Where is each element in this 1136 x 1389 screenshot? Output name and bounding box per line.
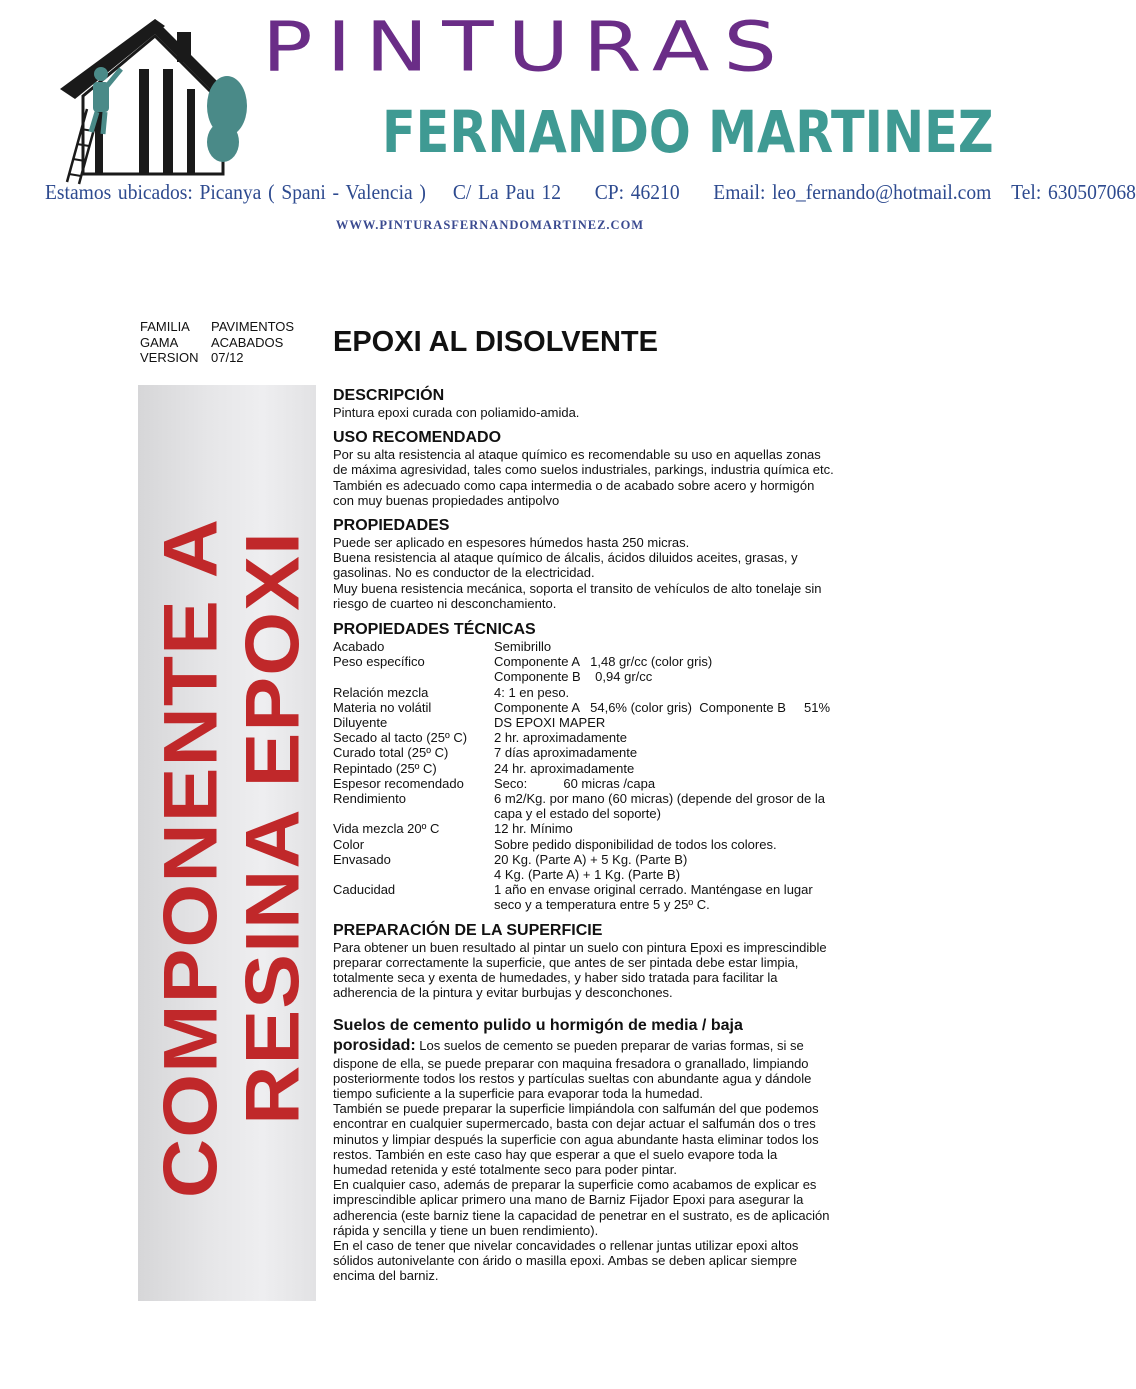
spec-row bbox=[333, 837, 853, 852]
meta-value: PAVIMENTOS bbox=[211, 319, 295, 334]
spec-value: 4: 1 en peso. bbox=[494, 684, 570, 700]
spec-value: 1 año en envase original cerrado. Manténgase en lugar bbox=[494, 882, 813, 898]
spec-value: DS EPOXI MAPER bbox=[494, 715, 606, 731]
spec-row bbox=[333, 867, 853, 882]
spec-key: Diluyente bbox=[333, 715, 388, 731]
spec-value: 24 hr. aproximadamente bbox=[494, 760, 635, 776]
spec-value: 7 días aproximadamente bbox=[494, 745, 638, 761]
meta-row-familia bbox=[140, 319, 294, 335]
section-title-uso: USO RECOMENDADO bbox=[333, 429, 502, 447]
spec-key bbox=[333, 897, 494, 912]
uso-line: También es adecuado como capa intermedia o de acabado sobre acero y hormigón bbox=[333, 477, 815, 493]
uso-line: con muy buenas propiedades antipolvo bbox=[333, 492, 560, 508]
uso-line: de máxima agresividad, tales como suelos industriales, parkings, industria química etc. bbox=[333, 462, 834, 478]
product-sheet-content bbox=[333, 387, 853, 1284]
suelos-line: tiempo suficiente a la superficie para evaporar toda la humedad. bbox=[333, 1085, 703, 1101]
product-title: EPOXI AL DISOLVENTE bbox=[333, 326, 658, 358]
suelos-heading: Suelos de cemento pulido u hormigón de media / baja bbox=[333, 1016, 743, 1034]
section-title-preparacion: PREPARACIÓN DE LA SUPERFICIE bbox=[333, 921, 603, 939]
suelos-line: minutos y limpiar después la superficie con agua abundante hasta eliminar todos los bbox=[333, 1131, 819, 1147]
spec-key bbox=[333, 669, 494, 684]
meta-value: 07/12 bbox=[211, 350, 244, 365]
meta-key: VERSION bbox=[140, 350, 199, 365]
house-painter-logo bbox=[55, 14, 250, 184]
spec-row bbox=[333, 852, 853, 867]
spec-key: Color bbox=[333, 836, 365, 852]
spec-key: Caducidad bbox=[333, 882, 396, 898]
suelos-line: posteriormente todos los restos y partículas sueltas con abundante agua y dándole bbox=[333, 1070, 812, 1086]
spec-row bbox=[333, 685, 853, 700]
suelos-line: dispone de ella, se puede preparar con maquina fresadora o granallado, limpiando bbox=[333, 1055, 809, 1071]
spec-value: Componente B 0,94 gr/cc bbox=[494, 669, 653, 685]
spec-row bbox=[333, 821, 853, 836]
spec-row bbox=[333, 715, 853, 730]
spec-key: Acabado bbox=[333, 639, 385, 655]
side-label-line-1: COMPONENTE A bbox=[148, 517, 234, 1199]
descripcion-line: Pintura epoxi curada con poliamido-amida. bbox=[333, 405, 580, 420]
section-title-tecnicas: PROPIEDADES TÉCNICAS bbox=[333, 621, 536, 639]
suelos-line: En el caso de tener que nivelar concavidades o rellenar juntas utilizar epoxi altos bbox=[333, 1237, 799, 1253]
propiedades-line: Muy buena resistencia mecánica, soporta el transito de vehículos de alto tonelaje sin bbox=[333, 580, 822, 596]
brand-name-pinturas: PINTURAS bbox=[262, 6, 791, 88]
preparacion-line: adherencia de la pintura y evitar burbujas y desconchones. bbox=[333, 985, 673, 1001]
spec-key: Espesor recomendado bbox=[333, 775, 464, 791]
meta-key: GAMA bbox=[140, 334, 179, 350]
uso-line: Por su alta resistencia al ataque químico es recomendable su uso en aquellas zonas bbox=[333, 447, 821, 463]
suelos-line: imprescindible aplicar primero una mano de Barniz Fijador Epoxi para asegurar la bbox=[333, 1192, 804, 1208]
spec-row bbox=[333, 776, 853, 791]
spec-value: seco y a temperatura entre 5 y 25º C. bbox=[494, 897, 710, 913]
propiedades-line: gasolinas. No es conductor de la electricidad. bbox=[333, 565, 595, 581]
suelos-line: restos. También en este caso hay que esperar a que el suelo evapore toda la bbox=[333, 1146, 778, 1162]
brand-name-fernando-martinez: FERNANDO MARTINEZ bbox=[382, 98, 994, 166]
propiedades-line: riesgo de cuarteo ni desconchamiento. bbox=[333, 595, 557, 611]
spec-value: Semibrillo bbox=[494, 639, 552, 655]
spec-value: Seco: 60 micras /capa bbox=[494, 775, 656, 791]
spec-row bbox=[333, 654, 853, 669]
suelos-line: humedad retenida y esté totalmente seco para poder pintar. bbox=[333, 1161, 677, 1177]
spec-row bbox=[333, 730, 853, 745]
meta-row-version bbox=[140, 350, 294, 366]
spec-key: Materia no volátil bbox=[333, 699, 432, 715]
meta-value: ACABADOS bbox=[211, 334, 284, 350]
preparacion-line: preparar correctamente la superficie, que antes de ser pintada debe estar limpia, bbox=[333, 954, 799, 970]
suelos-line: encontrar en cualquier supermercado, basta con dejar actuar el salfumán dos o tres bbox=[333, 1116, 816, 1132]
suelos-line: También se puede preparar la superficie limpiándola con salfumán del que podemos bbox=[333, 1101, 819, 1117]
component-label-sticker bbox=[138, 385, 316, 1301]
suelos-line: En cualquier caso, además de preparar la superficie como acabamos de explicar es bbox=[333, 1177, 817, 1193]
propiedades-line: Buena resistencia al ataque químico de álcalis, ácidos diluidos aceites, grasas, y bbox=[333, 550, 798, 566]
spec-row bbox=[333, 791, 853, 806]
spec-row bbox=[333, 882, 853, 897]
suelos-line: sólidos autonivelante con árido o masilla epoxi. Ambas se deben aplicar siempre bbox=[333, 1253, 797, 1269]
spec-key: Rendimiento bbox=[333, 791, 406, 807]
suelos-first-line bbox=[333, 1036, 853, 1056]
spec-key: Repintado (25º C) bbox=[333, 760, 437, 776]
product-meta-table bbox=[140, 319, 294, 366]
spec-key: Curado total (25º C) bbox=[333, 745, 449, 761]
meta-row-gama bbox=[140, 335, 294, 351]
spec-key bbox=[333, 867, 494, 882]
spec-value: 4 Kg. (Parte A) + 1 Kg. (Parte B) bbox=[494, 867, 681, 883]
spec-key: Envasado bbox=[333, 851, 391, 867]
technical-specs-table bbox=[333, 639, 853, 913]
website-link[interactable]: WWW.PINTURASFERNANDOMARTINEZ.COM bbox=[335, 218, 645, 232]
spec-key: Relación mezcla bbox=[333, 684, 429, 700]
contact-info: Estamos ubicados: Picanya ( Spani - Valencia ) C/ La Pau 12 CP: 46210 Email: leo_fernando@hotmail.com Tel: 630507068 bbox=[45, 180, 1136, 204]
suelos-paragraph bbox=[333, 1056, 853, 1284]
section-title-propiedades: PROPIEDADES bbox=[333, 517, 450, 535]
spec-row bbox=[333, 897, 853, 912]
spec-key bbox=[333, 806, 494, 821]
suelos-line: encima del barniz. bbox=[333, 1268, 439, 1284]
spec-key: Secado al tacto (25º C) bbox=[333, 730, 468, 746]
spec-value: Componente A 1,48 gr/cc (color gris) bbox=[494, 654, 713, 670]
suelos-first-line-text: Los suelos de cemento se pueden preparar de varias formas, si se bbox=[415, 1037, 804, 1053]
preparacion-line: Para obtener un buen resultado al pintar un suelo con pintura Epoxi es imprescindible bbox=[333, 939, 827, 955]
spec-row bbox=[333, 669, 853, 684]
spec-row bbox=[333, 806, 853, 821]
spec-value: 2 hr. aproximadamente bbox=[494, 730, 627, 746]
side-label-line-2: RESINA EPOXI bbox=[230, 531, 316, 1125]
section-title-descripcion: DESCRIPCIÓN bbox=[333, 387, 445, 404]
spec-row bbox=[333, 745, 853, 760]
spec-key: Peso específico bbox=[333, 654, 425, 670]
spec-value: Componente A 54,6% (color gris) Componente B 51% bbox=[494, 699, 831, 715]
suelos-line: rápida y sencilla y tiene un buen rendimiento). bbox=[333, 1222, 599, 1238]
spec-value: 6 m2/Kg. por mano (60 micras) (depende del grosor de la bbox=[494, 791, 825, 807]
spec-row bbox=[333, 761, 853, 776]
propiedades-line: Puede ser aplicado en espesores húmedos hasta 250 micras. bbox=[333, 535, 690, 551]
spec-value: 12 hr. Mínimo bbox=[494, 821, 573, 837]
spec-row bbox=[333, 639, 853, 654]
spec-value: capa y el estado del soporte) bbox=[494, 806, 661, 822]
spec-row bbox=[333, 700, 853, 715]
spec-value: 20 Kg. (Parte A) + 5 Kg. (Parte B) bbox=[494, 851, 688, 867]
spec-value: Sobre pedido disponibilidad de todos los colores. bbox=[494, 836, 777, 852]
suelos-line: adherencia (este barniz tiene la capacidad de penetrar en el sustrato, es de aplicación bbox=[333, 1207, 830, 1223]
preparacion-line: totalmente seca y exenta de humedades, y haber sido tratada para facilitar la bbox=[333, 970, 778, 986]
suelos-heading-porosidad: porosidad: bbox=[333, 1036, 416, 1054]
meta-key: FAMILIA bbox=[140, 319, 190, 334]
spec-key: Vida mezcla 20º C bbox=[333, 821, 440, 837]
